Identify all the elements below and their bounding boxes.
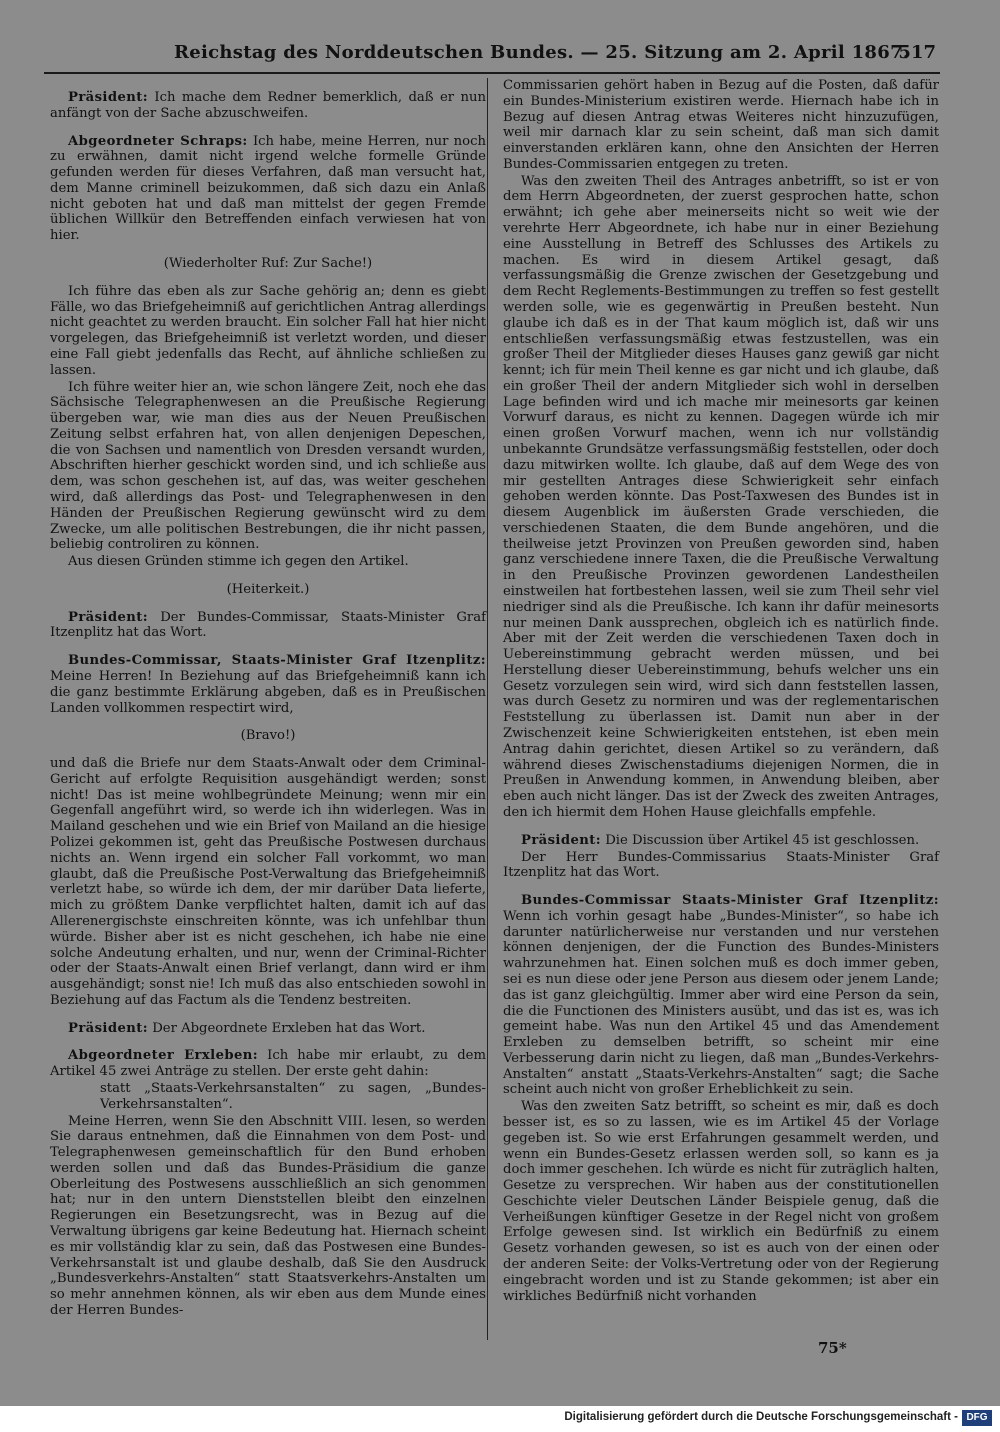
paragraph: Meine Herren, wenn Sie den Abschnitt VIII. lesen, so werden Sie daraus entnehmen, daß die Einnahmen von dem Post- und Telegraphenwesen gemeinschaftlich für den Bund erhoben werden sollen und daß das Bundes-Präsidium die ganze Oberleitung des Postwesens ausschließlich an sich genommen hat; nur in den untern Dienststellen bleibt den einzelnen Regierungen ein Besetzungsrecht, was in Bezug auf die Verwaltung übrigens gar keine Bedeutung hat. Hiernach scheint es mir vollständig klar zu sein, daß das Postwesen eine Bundes-Verkehrsanstalt ist und glaube deshalb, daß Sie den Ausdruck „Bundesverkehrs-Anstalten“ statt Staatsverkehrs-Anstalten um so mehr annehmen können, als wir eben aus dem Munde eines der Herren Bundes- bbox=[50, 1113, 486, 1318]
speech-paragraph bbox=[50, 134, 486, 244]
interjection: (Wiederholter Ruf: Zur Sache!) bbox=[163, 256, 373, 272]
signature-mark: 75* bbox=[818, 1339, 847, 1357]
speech-paragraph bbox=[50, 1048, 486, 1080]
speaker-label: Präsident: bbox=[68, 1020, 149, 1036]
continued-paragraph: Commissarien gehört haben in Bezug auf die Posten, daß dafür ein Bundes-Ministerium existiren werde. Hiernach habe ich in Bezug auf diesen Antrag etwas Weiteres nicht hinzuzufügen, weil mir darnach klar zu sein scheint, daß man sich damit einverstanden erklären kann, ohne den Ansichten der Herren Bundes-Commissarien entgegen zu treten. bbox=[503, 78, 939, 172]
speech-text: Meine Herren! In Beziehung auf das Briefgeheimniß kann ich die ganz bestimmte Erklärung abgeben, daß es in Preußischen Landen vollkommen respectirt wird, bbox=[50, 669, 486, 716]
speech-text: Wenn ich vorhin gesagt habe „Bundes-Minister“, so habe ich darunter natürlicherweise nur verstanden und nur verstehen können denjenigen, der die Function des Bundes-Ministers wahrzunehmen hat. Einen solchen muß es doch immer geben, sei es nun diese oder jene Person aus diesem oder jenem Lande; das ist ganz gleichgültig. Immer aber wird eine Person da sein, die die Functionen des Ministers ausübt, und das ist es, was ich gemeint habe. Was nun den Artikel 45 und das Amendement Erxleben zu demselben betrifft, so scheint mir eine Verbesserung darin nicht zu liegen, daß man „Bundes-Verkehrs-Anstalten“ anstatt „Staats-Verkehrs-Anstalten“ sagt; die Sache scheint auch nicht von großer Erheblichkeit zu sein. bbox=[503, 908, 939, 1098]
speech-paragraph bbox=[503, 893, 939, 1098]
running-title: Reichstag des Norddeutschen Bundes. — 25. Sitzung am 2. April 1867. bbox=[174, 42, 910, 63]
speaker-label: Präsident: bbox=[68, 609, 149, 625]
page-number: 517 bbox=[898, 42, 936, 63]
continued-paragraph: und daß die Briefe nur dem Staats-Anwalt oder dem Criminal-Gericht auf erfolgte Requisition ausgehändigt werden; sonst nicht! Das ist meine wohlbegründete Meinung; wenn mir ein Gegenfall angeführt wird, so werde ich ihn widerlegen. Was in Mailand geschehen und wie ein Brief von Mailand an die hiesige Polizei gekommen ist, geht das Preußische Postwesen durchaus nichts an. Wenn irgend ein solcher Fall vorkommt, wo man glaubt, daß die Preußische Post-Verwaltung das Briefgeheimniß verletzt habe, so würde ich dem, der mir darüber Data lieferte, mich zu größtem Danke verpflichtet halten, damit ich auf das Allerenergischste einschreiten könnte, was ich unfehlbar thun würde. Bisher aber ist es nicht geschehen, ich habe nie eine solche Andeutung erhalten, und nur, wenn der Criminal-Richter oder der Staats-Anwalt einen Brief verlangt, dann wird er ihm ausgehändigt; sonst nie! Ich muß das also entschieden sowohl in Beziehung auf das Factum als die Tendenz bestreiten. bbox=[50, 756, 486, 1008]
motion-quote: statt „Staats-Verkehrsanstalten“ zu sagen, „Bundes-Verkehrsanstalten“. bbox=[100, 1080, 486, 1112]
paragraph: Was den zweiten Theil des Antrages anbetrifft, so ist er von dem Herrn Abgeordneten, der zuerst gesprochen hatte, schon erwähnt; ich gehe aber meinerseits nicht so weit wie der verehrte Herr Abgeordnete, ich habe nur in einer Beziehung eine Ausstellung in Betreff des Schlusses des Artikels zu machen. Es wird in diesem Artikel gesagt, daß verfassungsmäßig die Grenze zwischen der Gesetzgebung und dem Recht Reglements-Bestimmungen zu treffen so fest gestellt werden solle, wie es gegenwärtig in Preußen besteht. Nun glaube ich daß es in der That kaum möglich ist, daß wir uns entschließen verfassungsmäßig etwas festzustellen, was ein großer Theil der Mitglieder dieses Hauses ganz gewiß gar nicht kennt; ich für mein Theil kenne es gar nicht und ich glaube, daß ein großer Theil der andern Mitglieder sich wohl in derselben Lage befinden wird und ich mache mir meinesorts gar keinen Vorwurf daraus, es nicht zu kennen. Dagegen würde ich mir einen großen Vorwurf machen, wenn ich nur vollständig unbekannte Grundsätze verfassungsmäßig feststellen, oder doch dazu mitwirken wollte. Ich glaube, daß auf dem Wege des von mir gestellten Antrages diese Schwierigkeit sehr einfach gehoben werden könnte. Das Post-Taxwesen des Bundes ist in diesem Augenblick im äußersten Grade verschieden, die verschiedenen Staaten, die dem Bunde angehören, und die theilweise jetzt Provinzen von Preußen geworden sind, haben ganz verschiedene innere Taxen, die die Preußische Verwaltung in den Preußische Provinzen gewordenen Landestheilen einstweilen hat fortbestehen lassen, weil sie zum Theil sehr viel niedriger sind als die Preußische. Ich kann ihr dafür meinesorts nur meinen Dank aussprechen, obgleich ich es natürlich finde. Aber mit der Zeit werden die verschiedenen Taxen doch in Uebereinstimmung gebracht werden müssen, und bei Herstellung dieser Uebereinstimmung, behufs welcher uns ein Gesetz vorzulegen sein wird, wird sich dann feststellen lassen, was durch Gesetz zu normiren und was der reglementarischen Feststellung zu überlassen ist. Damit nun aber in der Zwischenzeit keine Schwierigkeiten entstehen, ist eben mein Antrag dahin gerichtet, diesen Artikel so zu verändern, daß während dieses Zwischenstadiums diejenigen Normen, die in Preußen in Anwendung kommen, in Anwendung bleiben, aber eben auch nicht länger. Das ist der Zweck des zweiten Antrages, den ich hiermit dem Hohen Hause gleichfalls empfehle. bbox=[503, 173, 939, 820]
speech-text: Ich habe, meine Herren, nur noch zu erwähnen, damit nicht irgend welche formelle Gründe gefunden werden für dieses Verfahren, daß man versucht hat, dem Manne criminell beizukommen, daß sich dazu ein Anlaß nicht geboten hat und daß man mittelst der gegen Fremde üblichen Willkür den Betreffenden einfach verwiesen hat von hier. bbox=[50, 133, 486, 244]
page-header bbox=[44, 42, 940, 74]
speaker-label: Präsident: bbox=[521, 832, 602, 848]
speech-paragraph bbox=[503, 833, 939, 849]
speech-text: Ich habe mir erlaubt, zu dem Artikel 45 zwei Anträge zu stellen. Der erste geht dahin: bbox=[50, 1048, 486, 1080]
paragraph: Aus diesen Gründen stimme ich gegen den Artikel. bbox=[68, 554, 409, 570]
speech-paragraph bbox=[50, 610, 486, 642]
speech-paragraph bbox=[50, 653, 486, 716]
speaker-label: Abgeordneter Schraps: bbox=[68, 133, 248, 149]
funding-credit: Digitalisierung gefördert durch die Deutsche Forschungsgemeinschaft - bbox=[564, 1411, 958, 1423]
interjection: (Heiterkeit.) bbox=[226, 581, 310, 597]
dfg-logo: DFG bbox=[962, 1410, 992, 1426]
speaker-label: Abgeordneter Erxleben: bbox=[68, 1048, 259, 1064]
left-column bbox=[50, 78, 486, 1320]
paragraph: Der Herr Bundes-Commissarius Staats-Minister Graf Itzenplitz hat das Wort. bbox=[503, 849, 939, 881]
speaker-label: Bundes-Commissar, Staats-Minister Graf Itzenplitz: bbox=[68, 653, 486, 669]
paragraph: Ich führe weiter hier an, wie schon längere Zeit, noch ehe das Sächsische Telegraphenwesen an die Preußische Regierung übergeben war, wie man dies aus der Neuen Preußischen Zeitung selbst erfahren hat, von allen denjenigen Depeschen, die von Sachsen und namentlich von Dresden versandt wurden, Abschriften hierher geschickt worden sind, und ich schließe aus dem, was schon geschehen ist, auf das, was weiter geschehen wird, daß allerdings das Post- und Telegraphenwesen in den Händen der Preußischen Regierung gewünscht wird zu dem Zwecke, um alle politischen Bestrebungen, die ihr nicht passen, beliebig controliren zu können. bbox=[50, 379, 486, 553]
speech-text: Ich mache dem Redner bemerklich, daß er nun anfängt von der Sache abzuschweifen. bbox=[50, 90, 486, 121]
speech-paragraph bbox=[50, 1021, 486, 1037]
right-column bbox=[503, 78, 939, 1305]
speech-paragraph bbox=[50, 90, 486, 122]
speech-text: Der Bundes-Commissar, Staats-Minister Graf Itzenplitz hat das Wort. bbox=[50, 609, 486, 641]
interjection: (Bravo!) bbox=[240, 728, 296, 744]
paragraph: Ich führe das eben als zur Sache gehörig an; denn es giebt Fälle, wo das Briefgeheimniß auf gerichtlichen Antrag allerdings nicht geachtet zu werden braucht. Ein solcher Fall hat hier nicht vorgelegen, das Briefgeheimniß ist verletzt worden, und dieser eine Fall giebt jedenfalls das Recht, auf ähnliche schließen zu lassen. bbox=[50, 283, 486, 378]
column-divider bbox=[487, 78, 488, 1340]
speech-text: Die Discussion über Artikel 45 ist geschlossen. bbox=[605, 832, 920, 848]
paragraph: Was den zweiten Satz betrifft, so scheint es mir, daß es doch besser ist, es so zu lassen, wie es im Artikel 45 der Vorlage gegeben ist. So wie erst Erfahrungen gesammelt werden, und wenn ein Bundes-Gesetz erlassen werden soll, so kann es ja doch immer geschehen. Ich würde es nicht für zuträglich halten, Gesetze zu versprechen. Wir haben aus der constitutionellen Geschichte vieler Deutschen Länder Beispiele genug, daß die Verheißungen künftiger Gesetze in der Regel nicht von großem Erfolge gewesen sind. Ist wirklich ein Bedürfniß zu einem Gesetz vorhanden gewesen, so ist es auch von der einen oder der anderen Seite: der Volks-Vertretung oder von der Regierung eingebracht worden und ist zu Stande gekommen; ist aber ein wirkliches Bedürfniß nicht vorhanden bbox=[503, 1099, 939, 1304]
speaker-label: Bundes-Commissar Staats-Minister Graf Itzenplitz: bbox=[521, 893, 939, 909]
speaker-label: Präsident: bbox=[68, 90, 149, 105]
footer-bar bbox=[0, 1406, 1000, 1432]
speech-text: Der Abgeordnete Erxleben hat das Wort. bbox=[152, 1020, 426, 1036]
